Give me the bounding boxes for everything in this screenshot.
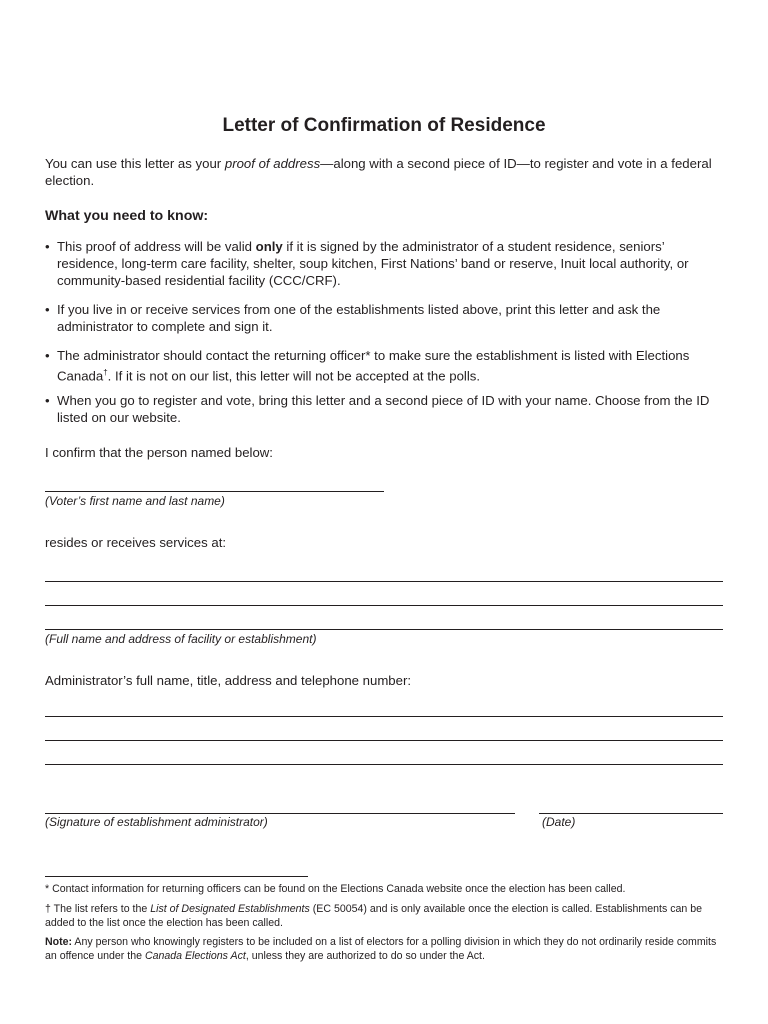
footnote-designated-list bbox=[45, 903, 725, 930]
bullet-contact-officer bbox=[45, 347, 725, 384]
bullet-text-part: if it is signed by the administrator of a student residence, seniors’ residence, long-term care facility, shelter, soup kitchen, First Nations’ band or reserve, Inuit local authority, or community-based residential facility (CCC/CRF). bbox=[57, 239, 689, 288]
admin-statement: Administrator’s full name, title, address and telephone number: bbox=[45, 673, 412, 688]
signature-line[interactable] bbox=[45, 813, 515, 814]
bullet-text-part: This proof of address will be valid bbox=[57, 239, 256, 254]
note-label: Note: bbox=[45, 936, 73, 948]
bullet-marker: • bbox=[45, 302, 50, 317]
bullet-text bbox=[57, 238, 725, 289]
footnote-legal-note bbox=[45, 936, 725, 963]
bullet-text: If you live in or receive services from one of the establishments listed above, print this letter and ask the administrator to complete and sign it. bbox=[57, 302, 661, 334]
dagger-mark: † bbox=[45, 903, 51, 915]
facility-line-1[interactable] bbox=[45, 581, 723, 582]
bullet-text-part: The administrator should contact the returning officer* to make sure the establishment is listed with Elections Canada bbox=[57, 348, 690, 384]
facility-line-2[interactable] bbox=[45, 605, 723, 606]
bullet-marker: • bbox=[45, 239, 50, 254]
intro-text-end: —along with a second piece of ID—to register and vote in a federal election. bbox=[45, 156, 712, 188]
bullet-marker: • bbox=[45, 348, 50, 363]
intro-emphasis: proof of address bbox=[224, 156, 321, 171]
bullet-marker: • bbox=[45, 393, 50, 408]
footnote-text-part: The list refers to the bbox=[50, 903, 151, 915]
footnote-returning-officer: * Contact information for returning officers can be found on the Elections Canada website once the election has been called. bbox=[45, 883, 626, 895]
dagger-mark: † bbox=[103, 368, 108, 377]
facility-line-3[interactable] bbox=[45, 629, 723, 630]
bullet-text-part: . If it is not on our list, this letter will not be accepted at the polls. bbox=[107, 368, 481, 384]
admin-line-3[interactable] bbox=[45, 764, 723, 765]
footnote-text-part: , unless they are authorized to do so under the Act. bbox=[245, 949, 485, 962]
signature-caption: (Signature of establishment administrator) bbox=[45, 815, 268, 829]
admin-line-2[interactable] bbox=[45, 740, 723, 741]
footnote-text-part: Any person who knowingly registers to be included on a list of electors for a polling division in which they do not ordinarily reside commits an offence under the bbox=[45, 936, 717, 962]
bullet-text bbox=[57, 347, 725, 384]
resides-statement: resides or receives services at: bbox=[45, 535, 227, 550]
footnote-text-part: (EC 50054) and is only available once the election is called. Establishments can be added to the list once the election has been called. bbox=[45, 903, 703, 929]
bullet-text: When you go to register and vote, bring this letter and a second piece of ID with your name. Choose from the ID listed on our website. bbox=[57, 393, 710, 425]
voter-name-caption: (Voter’s first name and last name) bbox=[45, 494, 225, 508]
date-caption: (Date) bbox=[542, 815, 576, 829]
section-heading: What you need to know: bbox=[45, 208, 209, 224]
bullet-validity bbox=[45, 238, 725, 289]
date-line[interactable] bbox=[539, 813, 723, 814]
facility-caption: (Full name and address of facility or establishment) bbox=[45, 632, 317, 646]
bullet-print-letter bbox=[45, 301, 725, 335]
footnote-italic-title: List of Designated Establishments bbox=[150, 903, 310, 915]
confirm-statement: I confirm that the person named below: bbox=[45, 445, 273, 460]
bullet-bring-id bbox=[45, 392, 725, 426]
intro-text-start: You can use this letter as your bbox=[45, 156, 225, 171]
footnote-italic-act: Canada Elections Act bbox=[144, 949, 246, 962]
footnote-divider bbox=[45, 876, 308, 877]
page-title: Letter of Confirmation of Residence bbox=[222, 115, 546, 136]
admin-line-1[interactable] bbox=[45, 716, 723, 717]
intro-paragraph bbox=[45, 155, 725, 189]
voter-name-line[interactable] bbox=[45, 491, 384, 492]
bullet-bold-only: only bbox=[255, 239, 283, 254]
